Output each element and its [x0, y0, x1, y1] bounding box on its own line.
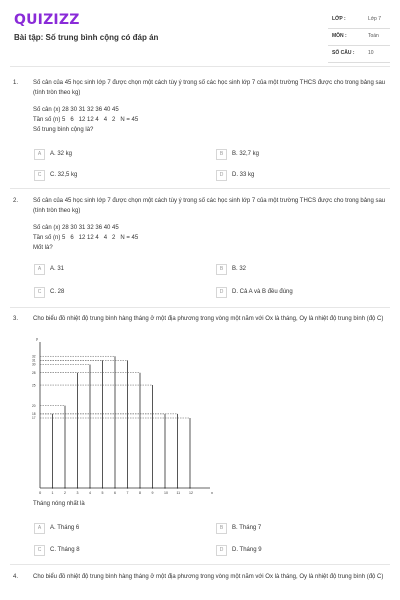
- y-tick-label: 30: [32, 362, 36, 367]
- option-letter-box: A: [34, 149, 45, 160]
- tick-dot: [52, 487, 53, 488]
- y-tick-label: 28: [32, 370, 36, 375]
- option-letter-box: C: [34, 170, 45, 181]
- option-text: C. Tháng 8: [50, 547, 80, 553]
- meta-row-subject: [328, 29, 390, 46]
- tick-dot: [152, 487, 153, 488]
- table-row-weight: Số cân (x) 28 30 31 32 36 40 45: [33, 225, 119, 231]
- question-number: 1.: [13, 80, 19, 86]
- question-number: 3.: [13, 316, 19, 322]
- tick-dot: [64, 487, 65, 488]
- option-text: A. 31: [50, 266, 65, 272]
- tick-dot: [89, 487, 90, 488]
- option-letter-box: A: [34, 264, 45, 275]
- question-text: Số cân của 45 học sinh lớp 7 được chọn một cách tùy ý trong số các học sinh lớp 7 của một trường THCS được cho trong bảng sau (tính tròn theo kg): [33, 198, 386, 214]
- tick-dot: [114, 487, 115, 488]
- question-prompt: Mốt là?: [33, 245, 53, 251]
- x-tick-label: 12: [189, 491, 193, 495]
- option-text: A. Tháng 6: [50, 525, 80, 531]
- meta-table: [328, 12, 390, 63]
- x-tick-label: 2: [64, 491, 66, 495]
- y-tick-label: 17: [32, 416, 36, 421]
- tick-dot: [139, 487, 140, 488]
- question-prompt: Tháng nóng nhất là: [33, 501, 85, 507]
- question-text: Số cân của 45 học sinh lớp 7 được chọn một cách tùy ý trong số các học sinh lớp 7 của một trường THCS được cho trong bảng sau (tính tròn theo kg): [33, 80, 386, 96]
- y-axis-letter: y: [36, 336, 38, 341]
- tick-dot: [102, 487, 103, 488]
- meta-value: 10: [368, 50, 374, 56]
- option-letter-box: C: [34, 545, 45, 556]
- option-letter-box: B: [216, 264, 227, 275]
- meta-key: LỚP :: [332, 16, 346, 22]
- tick-dot: [189, 487, 190, 488]
- question-number: 4.: [13, 574, 19, 580]
- option-text: B. 32,7 kg: [232, 151, 260, 157]
- x-tick-label: 3: [76, 491, 79, 495]
- x-origin-label: 0: [39, 490, 42, 495]
- question-prompt: Số trung bình cộng là?: [33, 127, 94, 133]
- question-divider: [10, 564, 390, 565]
- tick-dot: [164, 487, 165, 488]
- meta-row-count: [328, 46, 390, 63]
- x-tick-label: 6: [114, 491, 116, 495]
- x-tick-label: 9: [151, 491, 154, 495]
- y-tick-label: 20: [32, 403, 36, 408]
- option-text: D. 33 kg: [232, 172, 255, 178]
- option-text: B. Tháng 7: [232, 525, 262, 531]
- quizizz-logo: QUIZIZZ: [14, 12, 80, 28]
- y-tick-label: 31: [32, 358, 36, 363]
- x-tick-label: 11: [176, 491, 181, 495]
- temperature-chart-svg: [20, 336, 213, 498]
- meta-key: SỐ CÂU :: [332, 50, 355, 56]
- meta-value: Toán: [368, 33, 379, 39]
- option-text: D. Cả A và B đều đúng: [232, 289, 293, 295]
- header-divider: [10, 66, 390, 67]
- table-row-frequency: Tần số (n) 5 6 12 12 4 4 2 N = 45: [33, 117, 139, 123]
- question-text: Cho biểu đồ nhiệt độ trung bình hàng tháng ở một địa phương trong vòng một năm với Ox là tháng, Oy là nhiệt độ trung bình (độ C): [33, 316, 384, 322]
- option-letter-box: D: [216, 170, 227, 181]
- table-row-frequency: Tần số (n) 5 6 12 12 4 4 2 N = 45: [33, 235, 139, 241]
- table-row-weight: Số cân (x) 28 30 31 32 36 40 45: [33, 107, 119, 113]
- y-tick-label: 32: [32, 354, 36, 359]
- question-number: 2.: [13, 198, 19, 204]
- tick-dot: [77, 487, 78, 488]
- option-text: C. 32,5 kg: [50, 172, 78, 178]
- tick-dot: [177, 487, 178, 488]
- option-text: C. 28: [50, 289, 65, 295]
- x-tick-label: 8: [139, 491, 141, 495]
- tick-dot: [127, 487, 128, 488]
- option-text: D. Tháng 9: [232, 547, 262, 553]
- meta-value: Lớp 7: [368, 16, 382, 22]
- x-axis-letter: x: [211, 490, 213, 495]
- y-tick-label: 18: [32, 412, 36, 417]
- option-letter-box: B: [216, 523, 227, 534]
- question-divider: [10, 307, 390, 308]
- option-letter-box: C: [34, 287, 45, 298]
- x-tick-label: 1: [51, 491, 54, 495]
- x-tick-label: 5: [101, 491, 104, 495]
- meta-key: MÔN :: [332, 33, 347, 39]
- option-text: A. 32 kg: [50, 151, 73, 157]
- option-letter-box: A: [34, 523, 45, 534]
- question-divider: [10, 188, 390, 189]
- option-letter-box: D: [216, 287, 227, 298]
- x-tick-label: 4: [89, 491, 91, 495]
- document-title: Bài tập: Số trung bình cộng có đáp án: [14, 33, 159, 42]
- y-tick-label: 25: [32, 383, 36, 388]
- x-tick-label: 10: [164, 491, 168, 495]
- option-letter-box: D: [216, 545, 227, 556]
- x-tick-label: 7: [126, 491, 129, 495]
- option-letter-box: B: [216, 149, 227, 160]
- question-text: Cho biểu đồ nhiệt độ trung bình hàng tháng ở một địa phương trong vòng một năm với Ox là tháng, Oy là nhiệt độ trung bình (độ C): [33, 574, 384, 580]
- temperature-chart: [20, 336, 213, 498]
- page-header: [0, 0, 400, 68]
- option-text: B. 32: [232, 266, 247, 272]
- meta-row-class: [328, 12, 390, 29]
